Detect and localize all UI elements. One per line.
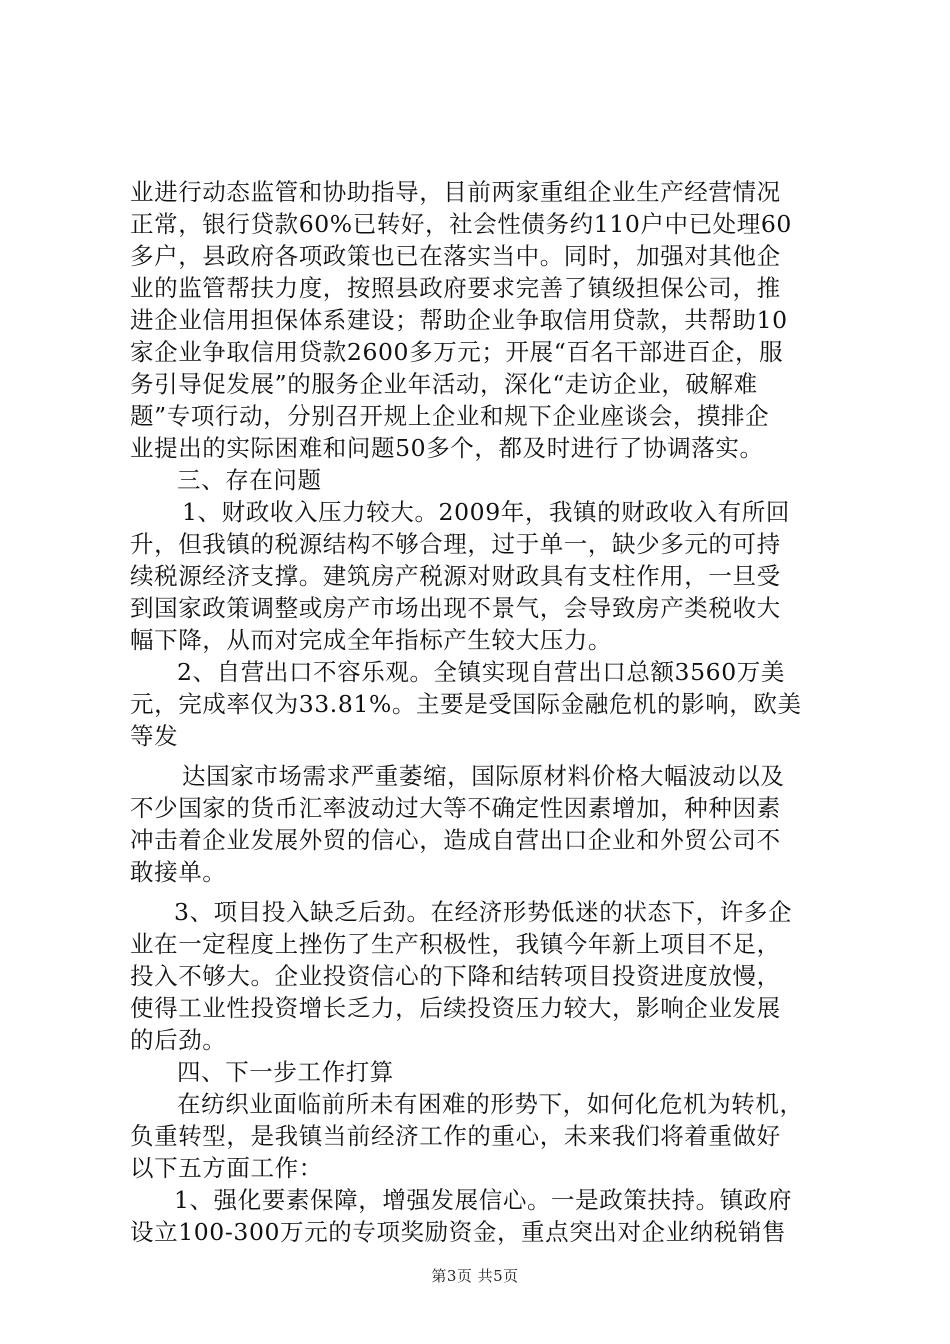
body-line: 续税源经济支撑。建筑房产税源对财政具有支柱作用，一旦受 — [130, 562, 781, 590]
body-line: 敢接单。 — [130, 858, 227, 886]
section-heading: 三、存在问题 — [177, 466, 322, 494]
body-line: 达国家市场需求严重萎缩，国际原材料价格大幅波动以及 — [182, 762, 785, 790]
body-line: 题”专项行动，分别召开规上企业和规下企业座谈会，摸排企 — [130, 402, 770, 430]
body-line: 以下五方面工作： — [130, 1154, 323, 1182]
body-line: 冲击着企业发展外贸的信心，造成自营出口企业和外贸公司不 — [130, 826, 781, 854]
body-line: 升，但我镇的税源结构不够合理，过于单一，缺少多元的可持 — [130, 530, 781, 558]
body-line: 等发 — [130, 722, 179, 750]
body-line: 1、财政收入压力较大。2009年，我镇的财政收入有所回 — [182, 498, 790, 526]
body-line: 投入不够大。企业投资信心的下降和结转项目投资进度放慢， — [130, 962, 781, 990]
body-line: 的后劲。 — [130, 1026, 227, 1054]
body-line: 多户，县政府各项政策也已在落实当中。同时，加强对其他企 — [130, 242, 781, 270]
body-line: 正常，银行贷款60%已转好，社会性债务约110户中已处理60 — [130, 210, 792, 238]
body-line: 业的监管帮扶力度，按照县政府要求完善了镇级担保公司，推 — [130, 274, 781, 302]
body-line: 在纺织业面临前所未有困难的形势下，如何化危机为转机， — [177, 1090, 804, 1118]
body-line: 务引导促发展”的服务企业年活动，深化“走访企业，破解难 — [130, 370, 758, 398]
body-line: 负重转型，是我镇当前经济工作的重心，未来我们将着重做好 — [130, 1122, 781, 1150]
body-line: 1、强化要素保障，增强发展信心。一是政策扶持。镇政府 — [174, 1186, 793, 1214]
body-line: 业提出的实际困难和问题50多个，都及时进行了协调落实。 — [130, 434, 764, 462]
body-line: 不少国家的货币汇率波动过大等不确定性因素增加，种种因素 — [130, 794, 781, 822]
body-line: 业进行动态监管和协助指导，目前两家重组企业生产经营情况 — [130, 178, 781, 206]
section-heading: 四、下一步工作打算 — [177, 1058, 394, 1086]
body-line: 设立100-300万元的专项奖励资金，重点突出对企业纳税销售 — [130, 1218, 787, 1246]
body-line: 3、项目投入缺乏后劲。在经济形势低迷的状态下，许多企 — [174, 898, 793, 926]
page-number-footer: 第3页 共5页 — [431, 1267, 519, 1285]
body-line: 到国家政策调整或房产市场出现不景气，会导致房产类税收大 — [130, 594, 781, 622]
body-line: 业在一定程度上挫伤了生产积极性，我镇今年新上项目不足， — [130, 930, 781, 958]
body-line: 进企业信用担保体系建设；帮助企业争取信用贷款，共帮助10 — [130, 306, 788, 334]
body-line: 使得工业性投资增长乏力，后续投资压力较大，影响企业发展 — [130, 994, 781, 1022]
body-line: 家企业争取信用贷款2600多万元；开展“百名干部进百企，服 — [130, 338, 784, 366]
body-line: 元，完成率仅为33.81%。主要是受国际金融危机的影响，欧美 — [130, 690, 802, 718]
body-line: 2、自营出口不容乐观。全镇实现自营出口总额3560万美 — [177, 658, 785, 686]
body-line: 幅下降，从而对完成全年指标产生较大压力。 — [130, 626, 612, 654]
